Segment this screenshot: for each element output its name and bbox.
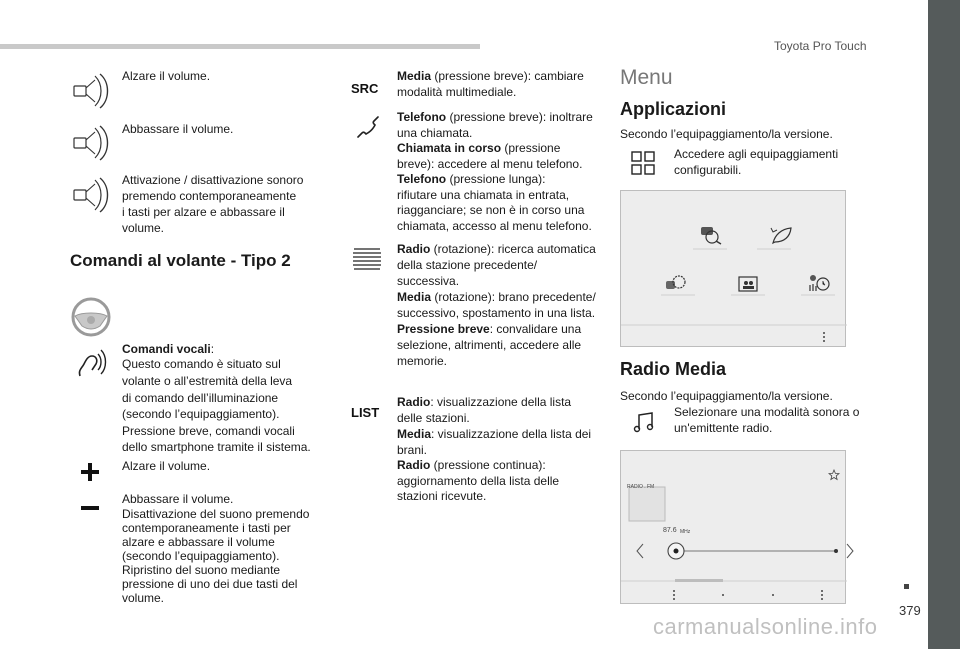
wheel-line: della stazione precedente/ [397,258,538,272]
volume-down-stalk-icon [70,122,112,164]
minus-line: contemporaneamente i tasti per [122,521,291,535]
music-note-icon [632,410,656,434]
contacts-app-icon [737,275,761,293]
list-rest: : visualizzazione della lista [430,395,572,409]
frequency-unit: MHz [680,529,691,535]
radio-screen [620,450,846,604]
radio-band-label: RADIO . FM [627,484,655,490]
minus-line: alzare e abbassare il volume [122,535,275,549]
mute-line: volume. [122,221,165,235]
src-bold: Media [397,69,432,83]
page-number: 379 [899,603,921,618]
list-bold: Radio [397,395,431,409]
section-title-steering-controls: Comandi al volante - Tipo 2 [70,251,291,270]
eco-leaf-icon [769,225,793,245]
side-strip [928,0,960,649]
voice-title: Comandi vocali [122,342,211,356]
tel-rest: (pressione lunga): [446,172,546,186]
frequency-value: 87.6 [663,527,677,534]
voice-line: Pressione breve, comandi vocali [122,424,295,438]
volume-down-text: Abbassare il volume. [122,122,234,136]
tuner-end-dot-icon [833,548,839,554]
steering-wheel-icon [70,296,112,338]
wheel-line: successivo, spostamento in una lista. [397,306,596,320]
list-line: stazioni ricevute. [397,489,487,503]
tel-rest: (pressione breve): inoltrare [446,110,593,124]
tel-line: riagganciare; se non è in corso una [397,203,585,217]
wheel-bold: Pressione breve [397,322,490,336]
voice-line: : [210,342,215,356]
more-options-icon [819,589,825,601]
voice-line: (secondo l’equipaggiamento). [122,407,280,421]
more-options-icon [671,589,677,601]
wheel-line: successiva. [397,274,460,288]
tel-bold: Telefono [397,172,447,186]
dot-icon [721,593,725,597]
tel-line: una chiamata. [397,126,473,140]
voice-line: volante o all’estremità della leva [122,374,293,388]
mute-line: premendo contemporaneamente [122,189,297,203]
watermark: carmanualsonline.info [653,614,878,639]
apps-note: Secondo l’equipaggiamento/la versione. [620,127,833,141]
tuner-knob-icon [665,540,687,562]
radio-icon-line: un'emittente radio. [674,421,773,435]
favorite-star-icon [828,469,840,481]
list-line: aggiornamento della lista delle [397,474,560,488]
list-bold: Radio [397,458,431,472]
settings-clock-icon [807,273,831,293]
tel-line: chiamata, accesso al menu telefono. [397,219,592,233]
voice-line: dello smartphone tramite il sistema. [122,440,311,454]
src-button-icon: SRC [351,81,379,96]
sms-app-icon [699,225,723,245]
list-bold: Media [397,427,432,441]
menu-title: Menu [620,66,673,89]
minus-line: Abbassare il volume. [122,492,234,506]
voice-line: di comando dell’illuminazione [122,391,279,405]
top-rule [0,44,480,49]
more-options-icon [821,331,827,343]
wheel-line: selezione, altrimenti, accedere alle [397,338,582,352]
minus-line: Ripristino del suono mediante [122,563,281,577]
wheel-rest: (rotazione): brano precedente/ [431,290,596,304]
volume-up-text: Alzare il volume. [122,69,211,83]
src-line: (pressione breve): cambiare [431,69,584,83]
connected-app-icon [665,273,689,293]
voice-command-icon [74,346,108,380]
apps-grid-icon [630,150,656,176]
mute-line: Attivazione / disattivazione sonoro [122,173,304,187]
thumbwheel-icon [351,247,383,271]
apps-screen [620,190,846,347]
list-rest: (pressione continua): [430,458,546,472]
dot-icon [771,593,775,597]
radio-screen-art [621,451,847,605]
apps-screen-art [621,191,847,348]
phone-icon [353,112,383,142]
wheel-line: memorie. [397,354,448,368]
page-header: Toyota Pro Touch [774,39,867,53]
minus-line: pressione di uno dei due tasti del [122,577,298,591]
minus-line: volume. [122,591,165,605]
list-rest: : visualizzazione della lista dei [431,427,592,441]
tel-line: breve): accedere al menu telefono. [397,157,583,171]
src-line: modalità multimediale. [397,85,517,99]
plus-icon [80,462,100,482]
volume-up-stalk-icon [70,70,112,112]
wheel-rest: (rotazione): ricerca automatica [430,242,596,256]
chevron-right-icon [845,542,855,560]
list-line: delle stazioni. [397,411,470,425]
tel-rest: (pressione [501,141,561,155]
continue-marker [904,584,909,589]
minus-line: Disattivazione del suono premendo [122,507,310,521]
tel-bold: Telefono [397,110,447,124]
chevron-left-icon [635,542,645,560]
radio-note: Secondo l’equipaggiamento/la versione. [620,389,833,403]
wheel-rest: : convalidare una [489,322,582,336]
list-button-icon: LIST [351,405,380,420]
plus-text: Alzare il volume. [122,459,211,473]
apps-title: Applicazioni [620,99,727,119]
radio-media-title: Radio Media [620,359,727,379]
voice-line: Questo comando è situato sul [122,357,281,371]
tel-line: rifiutare una chiamata in entrata, [397,188,570,202]
minus-line: (secondo l’equipaggiamento). [122,549,280,563]
mute-line: i tasti per alzare e abbassare il [122,205,285,219]
wheel-bold: Media [397,290,432,304]
tel-bold: Chiamata in corso [397,141,502,155]
apps-icon-line: configurabili. [674,163,742,177]
wheel-bold: Radio [397,242,431,256]
radio-icon-line: Selezionare una modalità sonora o [674,405,860,419]
apps-icon-line: Accedere agli equipaggiamenti [674,147,839,161]
mute-stalk-icon [70,174,112,216]
minus-icon [80,504,100,512]
list-line: brani. [397,443,428,457]
